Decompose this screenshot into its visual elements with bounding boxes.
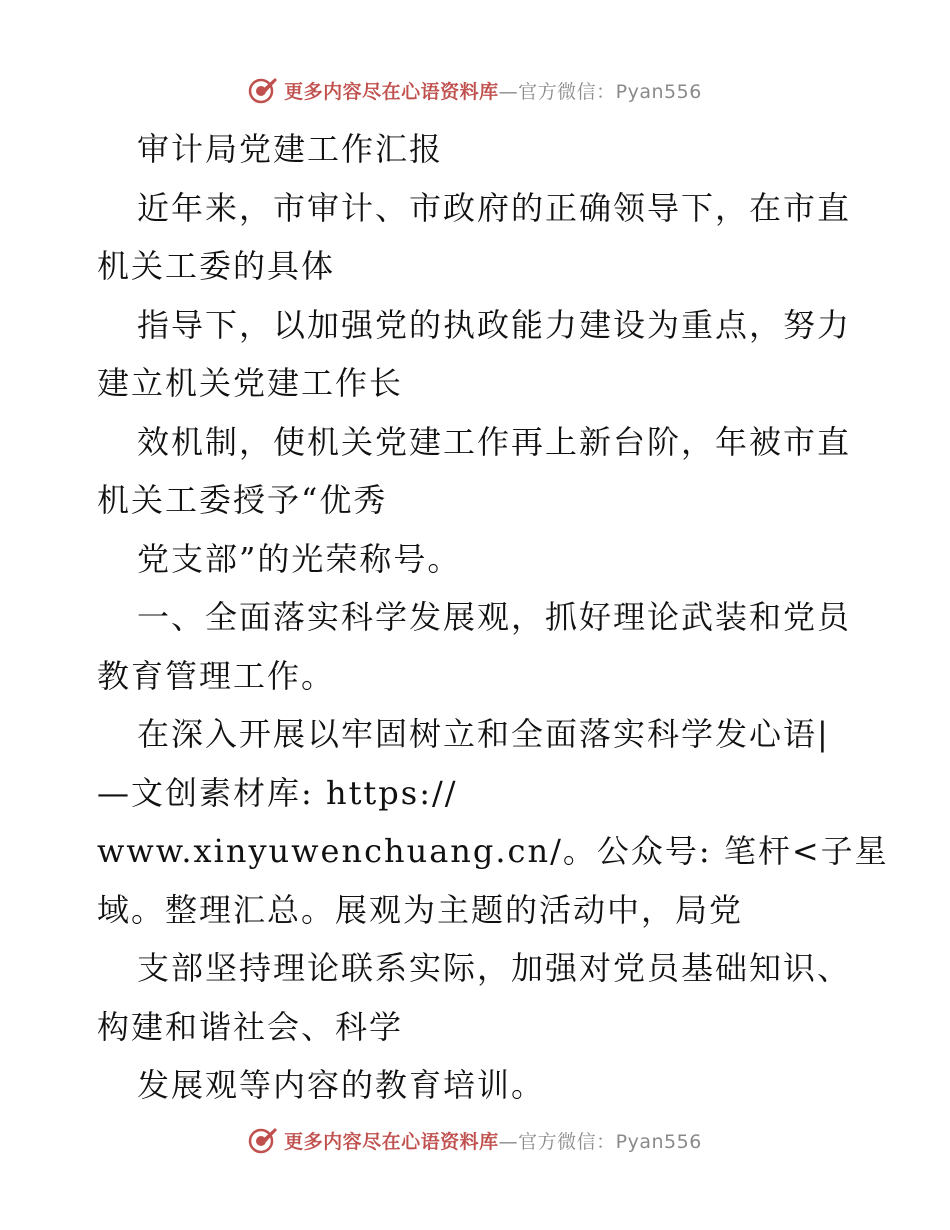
text-line: 指导下，以加强党的执政能力建设为重点，努力	[137, 305, 852, 344]
text-line: —文创素材库: https://	[97, 773, 458, 812]
text-line: 审计局党建工作汇报	[137, 130, 444, 168]
document-body	[97, 120, 889, 1115]
pen-circle-icon	[248, 75, 278, 105]
text-line: 支部坚持理论联系实际，加强对党员基础知识、	[137, 949, 852, 987]
header-banner	[0, 70, 950, 110]
text-line: 机关工委授予“优秀	[97, 481, 388, 519]
pen-circle-icon	[248, 1125, 278, 1155]
text-line: 域。整理汇总。展观为主题的活动中，局党	[97, 890, 744, 929]
banner-main-text: 更多内容尽在心语资料库	[284, 1130, 499, 1153]
banner-text	[284, 77, 702, 104]
text-line: 构建和谐社会、科学	[97, 1007, 404, 1046]
text-line: 发展观等内容的教育培训。	[137, 1066, 546, 1104]
banner-text	[284, 1127, 702, 1154]
text-line: 近年来，市审计、市政府的正确领导下，在市直	[137, 188, 852, 227]
footer-banner	[0, 1120, 950, 1160]
text-line: 效机制，使机关党建工作再上新台阶，年被市直	[137, 422, 852, 461]
text-line: 建立机关党建工作长	[97, 364, 404, 402]
banner-main-text: 更多内容尽在心语资料库	[284, 80, 499, 103]
text-line: www.xinyuwenchuang.cn/。公众号: 笔杆<子星	[97, 832, 889, 870]
banner-sub-text: —官方微信：Pyan556	[498, 1130, 702, 1153]
text-line: 在深入开展以牢固树立和全面落实科学发心语|	[137, 715, 830, 753]
text-line: 机关工委的具体	[97, 247, 336, 285]
text-line: 一、全面落实科学发展观，抓好理论武装和党员	[137, 598, 852, 636]
text-line: 教育管理工作。	[97, 656, 336, 695]
banner-sub-text: —官方微信：Pyan556	[498, 80, 702, 103]
text-line: 党支部”的光荣称号。	[137, 539, 462, 578]
